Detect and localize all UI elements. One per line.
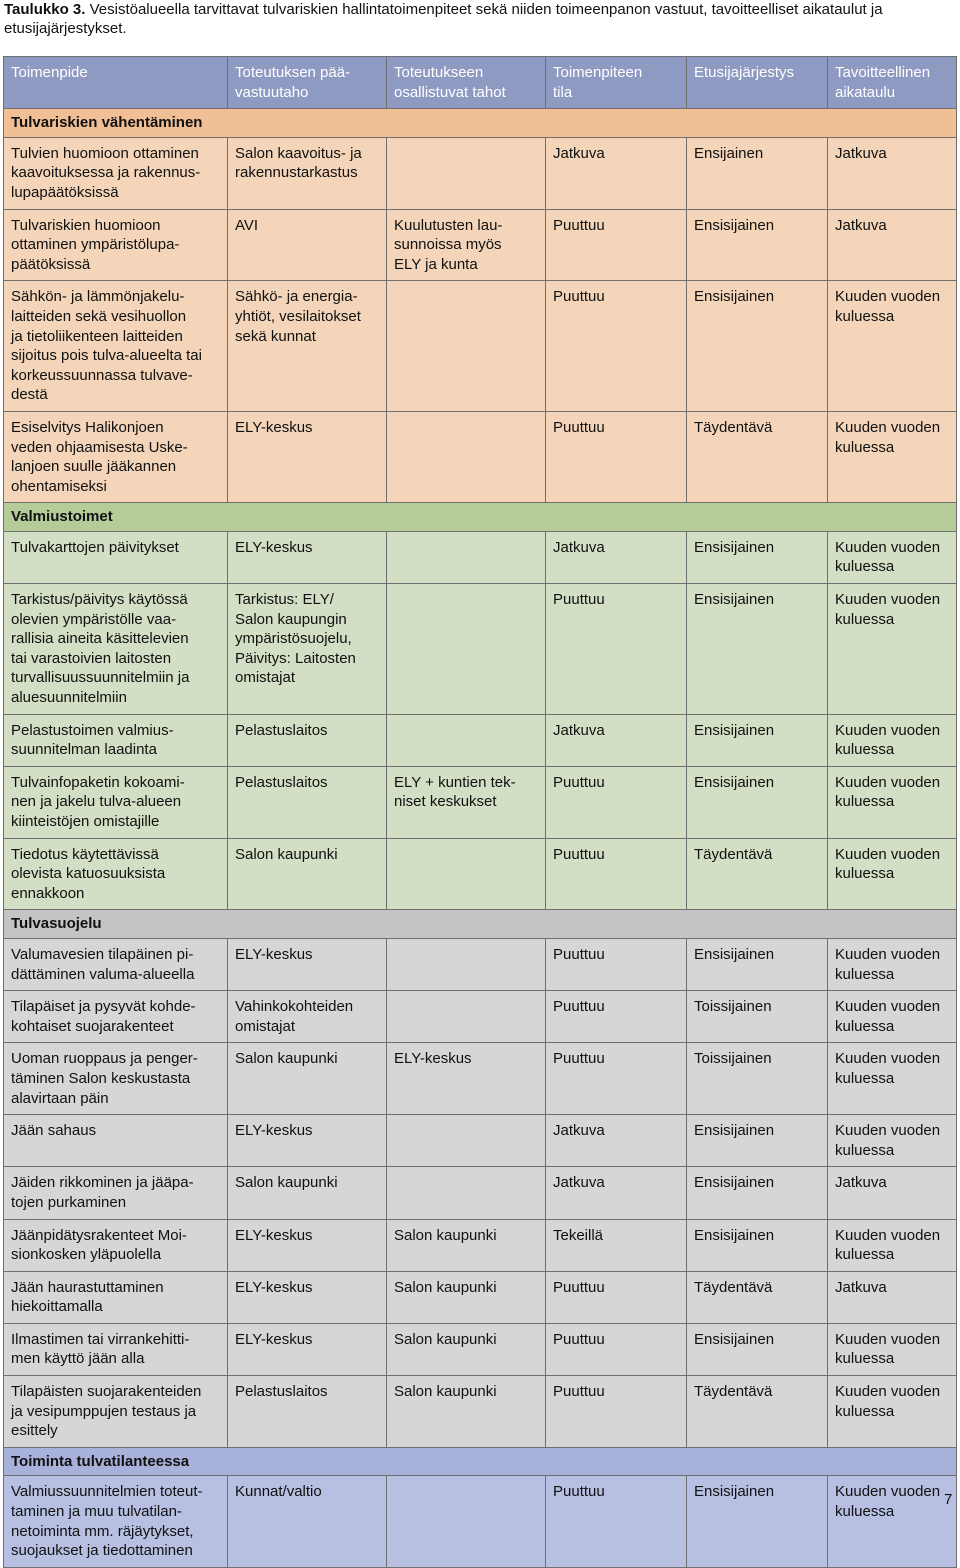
table-row (4, 281, 957, 412)
table-row (4, 1323, 957, 1375)
table-cell: Puuttuu (546, 766, 687, 838)
table-cell: Salon kaupunki (387, 1271, 546, 1323)
table-cell: Salon kaupunki (228, 1043, 387, 1115)
section-group (4, 503, 957, 910)
section-row (4, 910, 957, 939)
table-cell: Uoman ruoppaus ja penger- täminen Salon keskustasta alavirtaan päin (4, 1043, 228, 1115)
table-cell: Jatkuva (546, 1167, 687, 1219)
table-cell: Sähkö- ja energia- yhtiöt, vesilaitokset sekä kunnat (228, 281, 387, 412)
table-cell: Puuttuu (546, 281, 687, 412)
table-row (4, 1167, 957, 1219)
table-cell: Täydentävä (687, 1376, 828, 1448)
table-cell (387, 584, 546, 715)
column-header: Tavoitteellinen aikataulu (828, 57, 957, 109)
table-row (4, 1219, 957, 1271)
table-cell: Pelastuslaitos (228, 714, 387, 766)
table-cell: Puuttuu (546, 991, 687, 1043)
table-cell: ELY-keskus (228, 938, 387, 990)
table-cell (387, 1115, 546, 1167)
table-row (4, 1043, 957, 1115)
table-row (4, 991, 957, 1043)
section-title: Tulvasuojelu (4, 910, 957, 939)
measures-table (3, 56, 957, 1568)
table-cell: Kuuden vuoden kuluessa (828, 991, 957, 1043)
table-cell: ELY + kuntien tek- niset keskukset (387, 766, 546, 838)
table-cell: Ensijainen (687, 137, 828, 209)
table-cell: Puuttuu (546, 1043, 687, 1115)
table-cell: ELY-keskus (228, 1271, 387, 1323)
column-header: Toimenpiteen tila (546, 57, 687, 109)
table-cell: Jatkuva (546, 531, 687, 583)
table-cell: Jään sahaus (4, 1115, 228, 1167)
table-row (4, 714, 957, 766)
table-cell: Jään haurastuttaminen hiekoittamalla (4, 1271, 228, 1323)
table-cell: Puuttuu (546, 838, 687, 910)
table-header (4, 57, 957, 109)
table-cell: Ensisijainen (687, 531, 828, 583)
section-row (4, 503, 957, 532)
caption-label: Taulukko 3. (4, 1, 86, 18)
table-cell: Jatkuva (828, 1167, 957, 1219)
table-cell: ELY-keskus (228, 531, 387, 583)
table-cell: Ensisijainen (687, 766, 828, 838)
table-cell: Tulvien huomioon ottaminen kaavoituksessa ja rakennus- lupapäätöksissä (4, 137, 228, 209)
table-cell: Tarkistus: ELY/ Salon kaupungin ympäristösuojelu, Päivitys: Laitosten omistajat (228, 584, 387, 715)
table-row (4, 531, 957, 583)
table-cell: Jatkuva (828, 1271, 957, 1323)
table-cell: Kuuden vuoden kuluessa (828, 1115, 957, 1167)
table-cell: Kuuden vuoden kuluessa (828, 1219, 957, 1271)
table-cell: Tarkistus/päivitys käytössä olevien ympäristölle vaa- rallisia aineita käsittelevien tai varastoivien laitosten turvallisuussuunnitelmiin ja aluesuunnitelmiin (4, 584, 228, 715)
table-cell: Ensisijainen (687, 1476, 828, 1567)
table-cell: ELY-keskus (228, 411, 387, 502)
section-group (4, 109, 957, 503)
table-cell: Jatkuva (828, 137, 957, 209)
table-cell: Ensisijainen (687, 714, 828, 766)
table-cell: Ensisijainen (687, 281, 828, 412)
table-cell: Jäänpidätysrakenteet Moi- sionkosken yläpuolella (4, 1219, 228, 1271)
table-cell: Kunnat/valtio (228, 1476, 387, 1567)
table-row (4, 411, 957, 502)
table-cell: Jatkuva (546, 137, 687, 209)
table-row (4, 838, 957, 910)
table-cell: ELY-keskus (228, 1323, 387, 1375)
section-row (4, 109, 957, 138)
table-cell: Ensisijainen (687, 584, 828, 715)
table-cell (387, 531, 546, 583)
table-cell: Tilapäisten suojarakenteiden ja vesipumppujen testaus ja esittely (4, 1376, 228, 1448)
table-cell: Kuuden vuoden kuluessa (828, 938, 957, 990)
table-row (4, 584, 957, 715)
table-cell: Puuttuu (546, 1476, 687, 1567)
table-cell: Kuuden vuoden kuluessa (828, 714, 957, 766)
table-cell: Kuuden vuoden kuluessa (828, 838, 957, 910)
table-cell: Tulvariskien huomioon ottaminen ympäristölupa- päätöksissä (4, 209, 228, 281)
table-cell: Tiedotus käytettävissä olevista katuosuuksista ennakkoon (4, 838, 228, 910)
table-cell (387, 714, 546, 766)
table-cell: Salon kaavoitus- ja rakennustarkastus (228, 137, 387, 209)
table-cell: Puuttuu (546, 1376, 687, 1448)
header-row (4, 57, 957, 109)
table-cell: Kuuden vuoden kuluessa (828, 1043, 957, 1115)
table-row (4, 766, 957, 838)
table-cell: Kuuden vuoden kuluessa (828, 584, 957, 715)
table-cell: Jatkuva (828, 209, 957, 281)
table-caption (4, 0, 956, 38)
table-cell: Salon kaupunki (387, 1219, 546, 1271)
caption-text: Vesistöalueella tarvittavat tulvariskien hallintatoimenpiteet sekä niiden toimeenpanon vastuut, tavoitteelliset aikataulut ja etusijajärjestykset. (4, 1, 883, 37)
table-cell: Puuttuu (546, 411, 687, 502)
table-cell: Kuuden vuoden kuluessa (828, 411, 957, 502)
table-cell (387, 938, 546, 990)
table-row (4, 1376, 957, 1448)
table-cell: Kuulutusten lau- sunnoissa myös ELY ja kunta (387, 209, 546, 281)
table-row (4, 137, 957, 209)
table-cell: Ensisijainen (687, 1167, 828, 1219)
column-header: Etusijajärjestys (687, 57, 828, 109)
table-cell: Sähkön- ja lämmönjakelu- laitteiden sekä vesihuollon ja tietoliikenteen laitteiden sijoitus pois tulva-alueelta tai korkeussuunnassa tulvave- destä (4, 281, 228, 412)
table-cell: Jatkuva (546, 1115, 687, 1167)
table-cell: ELY-keskus (387, 1043, 546, 1115)
section-group (4, 910, 957, 1447)
section-title: Toiminta tulvatilanteessa (4, 1447, 957, 1476)
table-cell: Pelastuslaitos (228, 1376, 387, 1448)
section-group (4, 1447, 957, 1567)
table-row (4, 938, 957, 990)
table-cell: Tekeillä (546, 1219, 687, 1271)
table-cell: Puuttuu (546, 938, 687, 990)
table-cell: Toissijainen (687, 991, 828, 1043)
table-cell: Salon kaupunki (228, 1167, 387, 1219)
table-cell: AVI (228, 209, 387, 281)
table-cell (387, 281, 546, 412)
table-cell: Pelastuslaitos (228, 766, 387, 838)
table-cell: Ilmastimen tai virrankehitti- men käyttö jään alla (4, 1323, 228, 1375)
table-cell: Vahinkokohteiden omistajat (228, 991, 387, 1043)
table-cell: Salon kaupunki (387, 1376, 546, 1448)
column-header: Toteutuksen pää- vastuutaho (228, 57, 387, 109)
table-cell: Kuuden vuoden kuluessa (828, 1376, 957, 1448)
table-cell: Kuuden vuoden kuluessa (828, 1323, 957, 1375)
table-cell: ELY-keskus (228, 1219, 387, 1271)
table-cell: Esiselvitys Halikonjoen veden ohjaamisesta Uske- lanjoen suulle jääkannen ohentamiseksi (4, 411, 228, 502)
column-header: Toteutukseen osallistuvat tahot (387, 57, 546, 109)
table-cell: Puuttuu (546, 1323, 687, 1375)
table-cell: Toissijainen (687, 1043, 828, 1115)
table-cell: Täydentävä (687, 1271, 828, 1323)
table-row (4, 209, 957, 281)
table-cell: Täydentävä (687, 838, 828, 910)
table-cell: Valmiussuunnitelmien toteut- taminen ja muu tulvatilan- netoiminta mm. räjäytykset, suojaukset ja tiedottaminen (4, 1476, 228, 1567)
table-row (4, 1115, 957, 1167)
table-cell: Kuuden vuoden kuluessa (828, 531, 957, 583)
table-cell: Puuttuu (546, 1271, 687, 1323)
table-cell (387, 1476, 546, 1567)
column-header: Toimenpide (4, 57, 228, 109)
table-cell (387, 991, 546, 1043)
table-cell: Ensisijainen (687, 209, 828, 281)
section-title: Tulvariskien vähentäminen (4, 109, 957, 138)
table-cell (387, 838, 546, 910)
table-cell (387, 411, 546, 502)
table-cell: Pelastustoimen valmius- suunnitelman laadinta (4, 714, 228, 766)
table-cell: Tulvakarttojen päivitykset (4, 531, 228, 583)
table-cell: Kuuden vuoden kuluessa (828, 1476, 957, 1567)
table-cell: Tilapäiset ja pysyvät kohde- kohtaiset suojarakenteet (4, 991, 228, 1043)
table-cell: Kuuden vuoden kuluessa (828, 281, 957, 412)
table-row (4, 1271, 957, 1323)
page-number: 7 (944, 1491, 953, 1508)
table-cell: Valumavesien tilapäinen pi- dättäminen valuma-alueella (4, 938, 228, 990)
table-cell: Jäiden rikkominen ja jääpa- tojen purkaminen (4, 1167, 228, 1219)
table-cell: Puuttuu (546, 584, 687, 715)
table-cell: Ensisijainen (687, 938, 828, 990)
table-cell: Jatkuva (546, 714, 687, 766)
table-row (4, 1476, 957, 1567)
section-title: Valmiustoimet (4, 503, 957, 532)
table-cell: Kuuden vuoden kuluessa (828, 766, 957, 838)
table-cell: Täydentävä (687, 411, 828, 502)
table-cell: Puuttuu (546, 209, 687, 281)
table-cell: Ensisijainen (687, 1115, 828, 1167)
section-row (4, 1447, 957, 1476)
table-cell (387, 1167, 546, 1219)
table-cell: Ensisijainen (687, 1219, 828, 1271)
table-cell: Tulvainfopaketin kokoami- nen ja jakelu tulva-alueen kiinteistöjen omistajille (4, 766, 228, 838)
table-cell: ELY-keskus (228, 1115, 387, 1167)
table-cell: Salon kaupunki (228, 838, 387, 910)
table-cell: Salon kaupunki (387, 1323, 546, 1375)
table-cell (387, 137, 546, 209)
table-cell: Ensisijainen (687, 1323, 828, 1375)
